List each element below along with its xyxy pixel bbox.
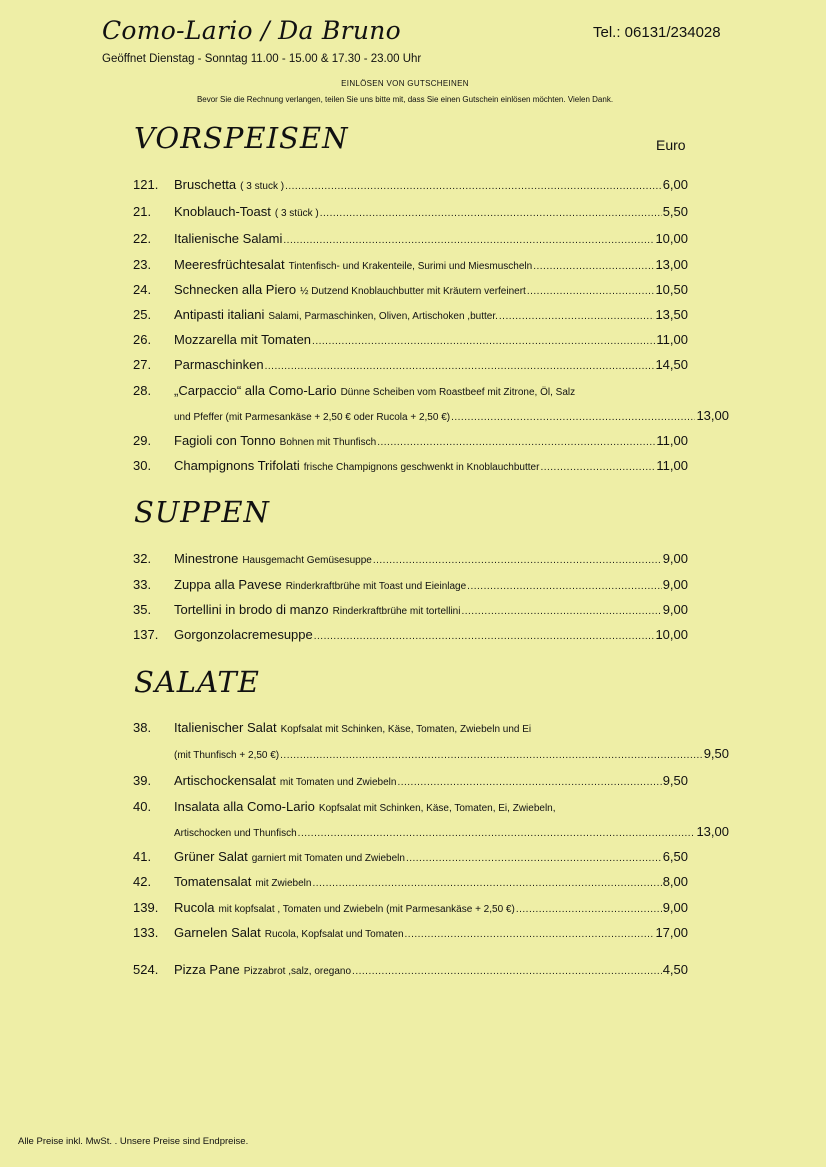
item-price: 10,00 — [655, 627, 688, 642]
item-price: 14,50 — [655, 357, 688, 372]
item-name: Artischockensalat — [174, 773, 276, 788]
menu-item — [133, 257, 688, 275]
item-number: 29. — [133, 433, 152, 448]
item-description: Pizzabrot ,salz, oregano — [243, 966, 352, 977]
menu-item — [133, 799, 688, 817]
item-description: Kopfsalat mit Schinken, Käse, Tomaten, Ei, Zwiebeln, — [318, 803, 556, 814]
item-price: 17,00 — [655, 925, 688, 940]
item-description: ½ Dutzend Knoblauchbutter mit Kräutern verfeinert — [300, 286, 526, 297]
item-price: 4,50 — [662, 962, 688, 977]
dot-leader — [265, 361, 655, 372]
item-name: Gorgonzolacremesuppe — [174, 627, 313, 642]
menu-item — [133, 231, 688, 249]
voucher-heading: EINLÖSEN VON GUTSCHEINEN — [341, 79, 469, 88]
item-number: 139. — [133, 900, 159, 915]
dot-leader — [499, 311, 655, 322]
menu-item — [133, 962, 688, 980]
item-number: 21. — [133, 204, 152, 219]
dot-leader — [312, 336, 655, 347]
dot-leader — [373, 555, 662, 566]
dot-leader — [533, 261, 654, 272]
item-description: Hausgemacht Gemüsesuppe — [242, 555, 372, 566]
item-description: frische Champignons geschwenkt in Knoblauchbutter — [303, 462, 540, 473]
item-name: Antipasti italiani — [174, 307, 265, 322]
item-description: mit kopfsalat , Tomaten und Zwiebeln (mit Parmesankäse + 2,50 €) — [218, 904, 515, 915]
item-number: 26. — [133, 332, 152, 347]
item-price: 9,00 — [662, 602, 688, 617]
item-name: Grüner Salat — [174, 849, 248, 864]
item-description: Bohnen mit Thunfisch — [279, 437, 377, 448]
item-description: Salami, Parmaschinken, Oliven, Artischoken ,butter. — [268, 311, 498, 322]
item-description: ( 3 stück ) — [274, 208, 319, 219]
item-name: Garnelen Salat — [174, 925, 261, 940]
item-price: 6,00 — [662, 177, 688, 192]
menu-item — [133, 332, 688, 350]
item-price: 9,00 — [662, 551, 688, 566]
dot-leader — [405, 929, 655, 940]
dot-leader — [467, 581, 662, 592]
item-description: (mit Thunfisch + 2,50 €) — [174, 750, 280, 761]
dot-leader — [397, 777, 661, 788]
item-price: 9,50 — [662, 773, 688, 788]
item-description: mit Zwiebeln — [255, 878, 312, 889]
dot-leader — [314, 631, 655, 642]
menu-item — [133, 307, 688, 325]
item-number: 42. — [133, 874, 152, 889]
item-number: 38. — [133, 720, 152, 735]
menu-item — [133, 627, 688, 645]
opening-hours: Geöffnet Dienstag - Sonntag 11.00 - 15.00 & 17.30 - 23.00 Uhr — [102, 53, 422, 65]
menu-item — [133, 720, 688, 738]
currency-label: Euro — [656, 137, 686, 153]
price-footnote: Alle Preise inkl. MwSt. . Unsere Preise sind Endpreise. — [18, 1136, 249, 1147]
item-number: 41. — [133, 849, 152, 864]
menu-item — [133, 383, 688, 401]
dot-leader — [406, 853, 662, 864]
menu-item — [133, 177, 688, 195]
item-price: 9,50 — [703, 746, 729, 761]
section-title-suppen: SUPPEN — [134, 495, 270, 529]
item-number: 27. — [133, 357, 152, 372]
item-number: 40. — [133, 799, 152, 814]
item-name: Insalata alla Como-Lario — [174, 799, 315, 814]
menu-item — [133, 551, 688, 569]
item-description: ( 3 stuck ) — [240, 181, 285, 192]
section-title-salate: SALATE — [134, 665, 260, 699]
item-number: 133. — [133, 925, 159, 940]
dot-leader — [540, 462, 655, 473]
voucher-note: Bevor Sie die Rechnung verlangen, teilen Sie uns bitte mit, dass Sie einen Gutschein einlösen möchten. Vielen Dank. — [196, 95, 614, 104]
dot-leader — [451, 412, 695, 423]
item-price: 13,00 — [696, 824, 729, 839]
menu-item — [133, 282, 688, 300]
menu-item — [133, 577, 688, 595]
item-description: Artischocken und Thunfisch — [174, 828, 297, 839]
item-number: 22. — [133, 231, 152, 246]
item-number: 137. — [133, 627, 159, 642]
item-description: mit Tomaten und Zwiebeln — [279, 777, 397, 788]
dot-leader — [320, 208, 662, 219]
dot-leader — [461, 606, 661, 617]
restaurant-name: Como-Lario / Da Bruno — [102, 16, 401, 45]
item-description: Kopfsalat mit Schinken, Käse, Tomaten, Zwiebeln und Ei — [280, 724, 532, 735]
item-name: Zuppa alla Pavese — [174, 577, 282, 592]
item-number: 33. — [133, 577, 152, 592]
phone-number: Tel.: 06131/234028 — [593, 24, 721, 41]
dot-leader — [312, 878, 661, 889]
menu-item — [133, 874, 688, 892]
item-description: Rinderkraftbrühe mit Toast und Eieinlage — [285, 581, 467, 592]
item-number: 24. — [133, 282, 152, 297]
item-price: 6,50 — [662, 849, 688, 864]
item-price: 10,50 — [655, 282, 688, 297]
item-price: 11,00 — [656, 458, 688, 473]
item-name: Knoblauch-Toast — [174, 204, 271, 219]
item-number: 28. — [133, 383, 152, 398]
menu-item — [133, 458, 688, 476]
dot-leader — [527, 286, 655, 297]
menu-item-continuation — [133, 824, 729, 842]
item-name: Champignons Trifolati — [174, 458, 300, 473]
item-number: 121. — [133, 177, 159, 192]
menu-item — [133, 925, 688, 943]
item-number: 23. — [133, 257, 152, 272]
item-name: Parmaschinken — [174, 357, 264, 372]
menu-item — [133, 204, 688, 222]
item-price: 8,00 — [662, 874, 688, 889]
item-name: Mozzarella mit Tomaten — [174, 332, 312, 347]
dot-leader — [298, 828, 696, 839]
item-description: Tintenfisch- und Krakenteile, Surimi und Miesmuscheln — [288, 261, 533, 272]
menu-item-continuation — [133, 408, 729, 426]
dot-leader — [516, 904, 662, 915]
item-price: 11,00 — [656, 332, 688, 347]
item-name: Italienische Salami — [174, 231, 283, 246]
item-description: garniert mit Tomaten und Zwiebeln — [251, 853, 405, 864]
item-name: Bruschetta — [174, 177, 237, 192]
menu-item — [133, 900, 688, 918]
item-price: 13,50 — [655, 307, 688, 322]
item-name: Meeresfrüchtesalat — [174, 257, 285, 272]
item-name: Pizza Pane — [174, 962, 240, 977]
item-name: Rucola — [174, 900, 215, 915]
item-name: Schnecken alla Piero — [174, 282, 297, 297]
item-description: Rinderkraftbrühe mit tortellini — [332, 606, 461, 617]
dot-leader — [352, 966, 662, 977]
item-number: 32. — [133, 551, 152, 566]
menu-item — [133, 602, 688, 620]
menu-item — [133, 849, 688, 867]
item-price: 10,00 — [655, 231, 688, 246]
item-number: 524. — [133, 962, 159, 977]
item-price: 11,00 — [656, 433, 688, 448]
item-description: Dünne Scheiben vom Roastbeef mit Zitrone, Öl, Salz — [340, 387, 576, 398]
item-number: 25. — [133, 307, 152, 322]
item-price: 9,00 — [662, 900, 688, 915]
dot-leader — [377, 437, 655, 448]
item-price: 13,00 — [696, 408, 729, 423]
item-name: Minestrone — [174, 551, 239, 566]
item-description: und Pfeffer (mit Parmesankäse + 2,50 € oder Rucola + 2,50 €) — [174, 412, 451, 423]
item-number: 30. — [133, 458, 152, 473]
item-number: 35. — [133, 602, 152, 617]
item-number: 39. — [133, 773, 152, 788]
item-description: Rucola, Kopfsalat und Tomaten — [264, 929, 404, 940]
menu-item-continuation — [133, 746, 729, 764]
item-name: Tomatensalat — [174, 874, 252, 889]
item-price: 5,50 — [662, 204, 688, 219]
menu-item — [133, 357, 688, 375]
section-title-vorspeisen: VORSPEISEN — [134, 121, 349, 155]
dot-leader — [280, 750, 703, 761]
dot-leader — [285, 181, 662, 192]
item-name: Fagioli con Tonno — [174, 433, 276, 448]
item-name: Italienischer Salat — [174, 720, 277, 735]
item-price: 13,00 — [655, 257, 688, 272]
menu-item — [133, 773, 688, 791]
menu-item — [133, 433, 688, 451]
item-name: „Carpaccio“ alla Como-Lario — [174, 383, 337, 398]
dot-leader — [283, 235, 654, 246]
item-price: 9,00 — [662, 577, 688, 592]
item-name: Tortellini in brodo di manzo — [174, 602, 329, 617]
